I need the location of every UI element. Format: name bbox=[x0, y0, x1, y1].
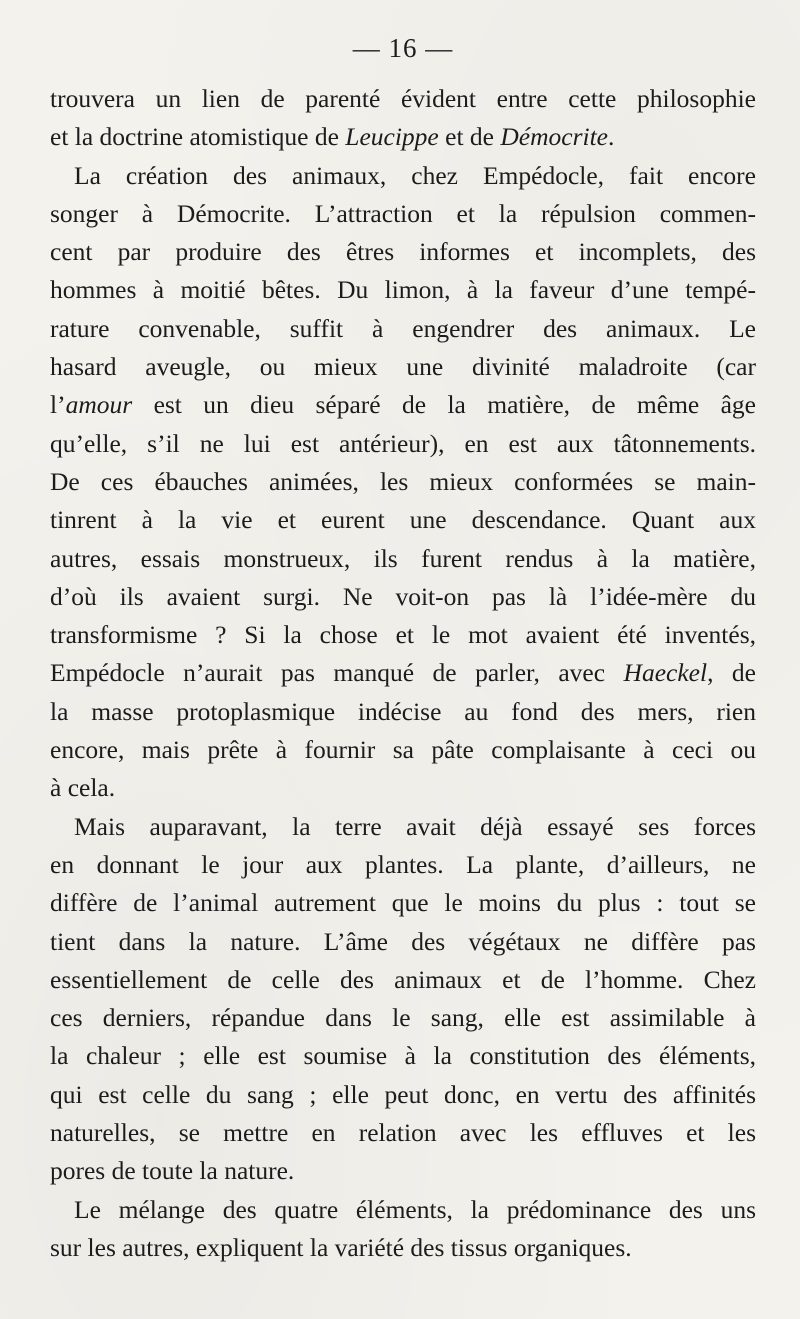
text-line bbox=[50, 271, 756, 309]
text-segment: ces derniers, répandue dans le sang, elle est assimilable à bbox=[50, 1003, 756, 1033]
text-line bbox=[50, 1076, 756, 1114]
paragraph bbox=[50, 808, 756, 1191]
text-line bbox=[50, 80, 756, 118]
text-line bbox=[50, 693, 756, 731]
text-line bbox=[50, 731, 756, 769]
text-segment: hasard aveugle, ou mieux une divinité maladroite (car bbox=[50, 352, 756, 382]
text-segment: essentiellement de celle des animaux et de l’homme. Chez bbox=[50, 964, 756, 994]
text-segment: songer à Démocrite. L’attraction et la répulsion commen- bbox=[50, 198, 756, 228]
text-segment: rature convenable, suffit à engendrer des animaux. Le bbox=[50, 313, 756, 343]
text-segment: d’où ils avaient surgi. Ne voit-on pas là l’idée-mère du bbox=[50, 581, 756, 611]
italic-name: Leucippe bbox=[345, 122, 439, 152]
text-segment: et la doctrine atomistique de bbox=[50, 122, 346, 152]
text-line bbox=[50, 463, 756, 501]
text-line bbox=[50, 808, 756, 846]
text-segment: Empédocle n’aurait pas manqué de parler, avec bbox=[50, 658, 624, 688]
text-line bbox=[50, 1229, 756, 1267]
text-segment: sur les autres, expliquent la variété des tissus organiques. bbox=[50, 1232, 632, 1262]
text-segment: De ces ébauches animées, les mieux conformées se main- bbox=[50, 466, 756, 496]
text-line bbox=[50, 1114, 756, 1152]
text-segment: qu’elle, s’il ne lui est antérieur), en est aux tâtonnements. bbox=[50, 428, 756, 458]
text-segment: autres, essais monstrueux, ils furent rendus à la matière, bbox=[50, 543, 756, 573]
text-segment: tinrent à la vie et eurent une descendance. Quant aux bbox=[50, 505, 756, 535]
page-number: — 16 — bbox=[352, 33, 454, 63]
text-segment: l’ bbox=[50, 390, 66, 420]
text-line bbox=[50, 233, 756, 271]
text-line bbox=[50, 769, 756, 807]
text-line bbox=[50, 616, 756, 654]
text-segment: pores de toute la nature. bbox=[50, 1156, 295, 1186]
page-body-text bbox=[50, 80, 756, 1267]
paragraph bbox=[50, 157, 756, 808]
paragraph bbox=[50, 80, 756, 157]
text-line bbox=[50, 425, 756, 463]
text-segment: en donnant le jour aux plantes. La plante, d’ailleurs, ne bbox=[50, 849, 756, 879]
text-line bbox=[50, 923, 756, 961]
text-line bbox=[50, 348, 756, 386]
italic-name: amour bbox=[65, 390, 133, 420]
text-line bbox=[50, 540, 756, 578]
text-segment: Le mélange des quatre éléments, la prédominance des uns bbox=[74, 1194, 756, 1224]
text-segment: . bbox=[608, 122, 615, 152]
italic-name: Démocrite bbox=[500, 122, 609, 152]
text-segment: diffère de l’animal autrement que le moins du plus : tout se bbox=[50, 888, 756, 918]
text-line bbox=[50, 386, 756, 424]
text-line bbox=[50, 654, 756, 692]
text-line bbox=[50, 501, 756, 539]
text-segment: cent par produire des êtres informes et incomplets, des bbox=[50, 237, 756, 267]
text-segment: et de bbox=[438, 122, 501, 152]
text-segment: naturelles, se mettre en relation avec les effluves et les bbox=[50, 1118, 756, 1148]
text-line bbox=[50, 999, 756, 1037]
text-segment: La création des animaux, chez Empédocle, fait encore bbox=[74, 160, 756, 190]
text-line bbox=[50, 195, 756, 233]
paragraph bbox=[50, 1191, 756, 1268]
text-segment: tient dans la nature. L’âme des végétaux ne diffère pas bbox=[50, 926, 756, 956]
text-line bbox=[50, 310, 756, 348]
text-segment: qui est celle du sang ; elle peut donc, en vertu des affinités bbox=[50, 1079, 756, 1109]
italic-name: Haeckel bbox=[623, 658, 708, 688]
text-segment: hommes à moitié bêtes. Du limon, à la faveur d’une tempé- bbox=[50, 275, 756, 305]
text-line bbox=[50, 1152, 756, 1190]
text-segment: la chaleur ; elle est soumise à la constitution des éléments, bbox=[50, 1041, 756, 1071]
text-line bbox=[50, 118, 756, 156]
text-line bbox=[50, 1191, 756, 1229]
text-segment: la masse protoplasmique indécise au fond des mers, rien bbox=[50, 696, 756, 726]
text-segment: , de bbox=[707, 658, 756, 688]
text-line bbox=[50, 884, 756, 922]
text-segment: trouvera un lien de parenté évident entre cette philosophie bbox=[50, 84, 756, 113]
text-segment: encore, mais prête à fournir sa pâte complaisante à ceci ou bbox=[50, 735, 756, 765]
text-segment: transformisme ? Si la chose et le mot avaient été inventés, bbox=[50, 620, 756, 650]
text-line bbox=[50, 157, 756, 195]
text-segment: à cela. bbox=[50, 773, 116, 803]
text-line bbox=[50, 961, 756, 999]
text-line bbox=[50, 1037, 756, 1075]
text-line bbox=[50, 578, 756, 616]
text-segment: Mais auparavant, la terre avait déjà essayé ses forces bbox=[74, 811, 756, 841]
text-line bbox=[50, 846, 756, 884]
text-segment: est un dieu séparé de la matière, de même âge bbox=[132, 390, 756, 420]
